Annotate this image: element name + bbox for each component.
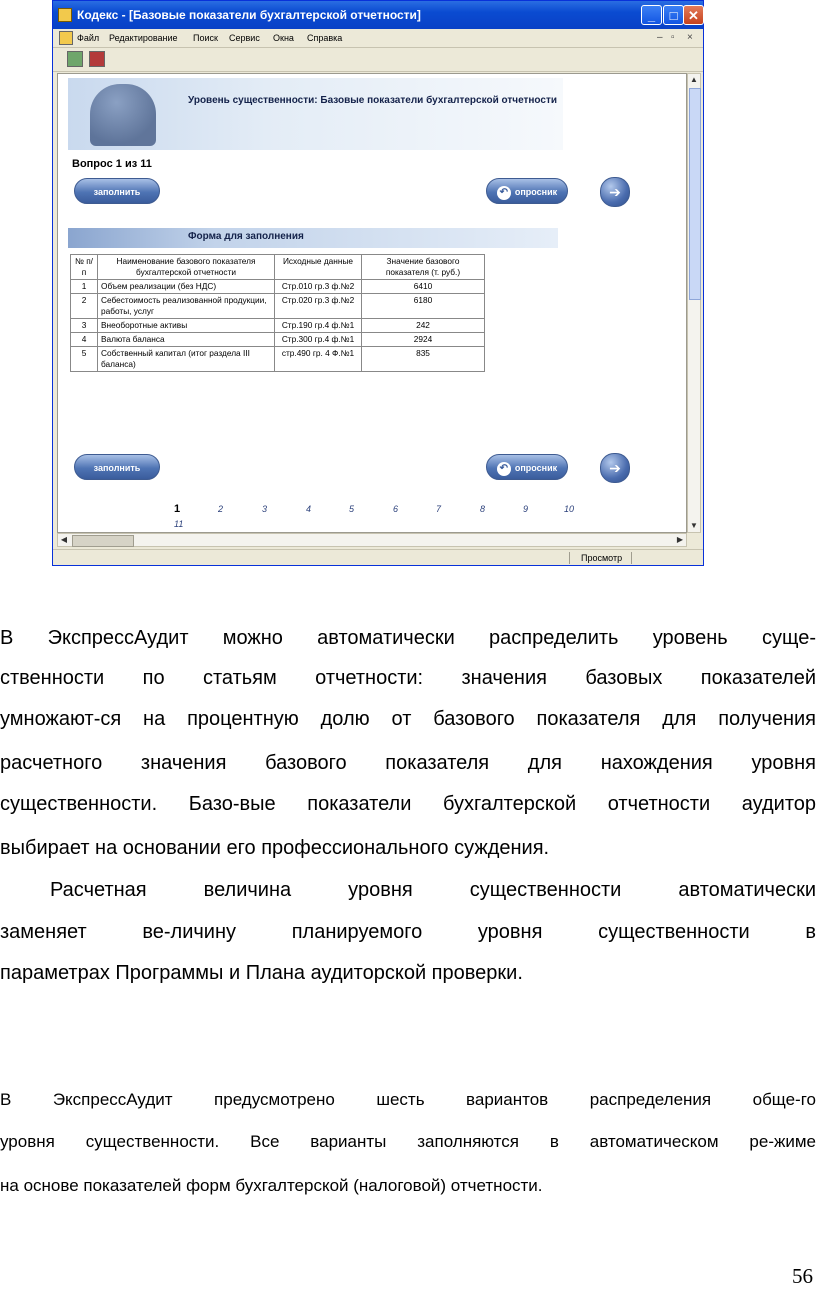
page-link-7[interactable]: 7 xyxy=(436,504,442,514)
indicators-table xyxy=(70,254,485,372)
page-link-8[interactable]: 8 xyxy=(480,504,486,514)
question-counter: Вопрос 1 из 11 xyxy=(72,158,152,170)
row-name: Валюта баланса xyxy=(98,333,275,347)
banner-figure-icon xyxy=(90,84,156,146)
doc-minimize-icon[interactable]: – xyxy=(657,32,663,43)
scroll-left-icon[interactable]: ◀ xyxy=(60,535,68,544)
form-title: Форма для заполнения xyxy=(188,231,304,242)
scroll-up-icon[interactable]: ▲ xyxy=(690,75,698,84)
page-link-11[interactable]: 11 xyxy=(174,519,184,529)
row-value: 242 xyxy=(362,319,485,333)
vertical-scroll-thumb[interactable] xyxy=(689,88,701,300)
window-title: Кодекс - [Базовые показатели бухгалтерской отчетности] xyxy=(77,8,421,22)
fill-button-top[interactable]: заполнить xyxy=(74,178,160,204)
status-separator xyxy=(631,552,632,564)
menu-windows[interactable]: Окна xyxy=(273,33,294,43)
doc-restore-icon[interactable]: ▫ xyxy=(671,32,675,43)
row-value: 6180 xyxy=(362,294,485,319)
document-icon xyxy=(59,31,73,45)
bookmark-icon[interactable] xyxy=(89,51,105,67)
page-link-1[interactable]: 1 xyxy=(174,503,181,515)
app-window xyxy=(52,0,704,566)
row-value: 2924 xyxy=(362,333,485,347)
status-separator xyxy=(569,552,570,564)
fill-button-bottom[interactable]: заполнить xyxy=(74,454,160,480)
navigate-icon[interactable] xyxy=(67,51,83,67)
table-row xyxy=(71,333,485,347)
paragraph-line: умножают-ся на процентную долю от базового показателя для получения xyxy=(0,708,816,730)
page-link-9[interactable]: 9 xyxy=(523,504,529,514)
page-link-6[interactable]: 6 xyxy=(393,504,399,514)
row-source: Стр.190 гр.4 ф.№1 xyxy=(275,319,362,333)
row-value: 835 xyxy=(362,347,485,372)
menu-edit[interactable]: Редактирование xyxy=(109,33,178,43)
banner-title: Уровень существенности: Базовые показатели бухгалтерской отчетности xyxy=(188,95,558,106)
row-value: 6410 xyxy=(362,280,485,294)
row-num: 2 xyxy=(71,294,98,319)
row-num: 3 xyxy=(71,319,98,333)
paragraph-line: В ЭкспрессАудит предусмотрено шесть вариантов распределения обще-го xyxy=(0,1090,816,1109)
menu-service[interactable]: Сервис xyxy=(229,33,260,43)
toolbar xyxy=(53,47,703,72)
minimize-button[interactable]: _ xyxy=(641,5,662,25)
paragraph-line: В ЭкспрессАудит можно автоматически распределить уровень суще- xyxy=(0,627,816,649)
questionnaire-button-top[interactable] xyxy=(486,178,568,204)
paragraph-line: уровня существенности. Все варианты заполняются в автоматическом ре-жиме xyxy=(0,1132,816,1151)
back-arrow-icon: ↶ xyxy=(497,462,511,476)
row-name: Себестоимость реализованной продукции, работы, услуг xyxy=(98,294,275,319)
paragraph-line: ственности по статьям отчетности: значения базовых показателей xyxy=(0,667,816,689)
table-row xyxy=(71,280,485,294)
table-row xyxy=(71,347,485,372)
next-arrow-button-bottom[interactable]: ➔ xyxy=(600,453,630,483)
paragraph-line: Расчетная величина уровня существенности автоматически xyxy=(50,879,816,901)
table-row xyxy=(71,319,485,333)
maximize-button[interactable]: □ xyxy=(663,5,684,25)
back-arrow-icon: ↶ xyxy=(497,186,511,200)
page-link-4[interactable]: 4 xyxy=(306,504,312,514)
scroll-right-icon[interactable]: ▶ xyxy=(676,535,684,544)
col-value-header: Значение базового показателя (т. руб.) xyxy=(362,255,485,280)
paragraph-line: расчетного значения базового показателя для нахождения уровня xyxy=(0,752,816,774)
paragraph-line: параметрах Программы и Плана аудиторской проверки. xyxy=(0,962,523,984)
menu-bar xyxy=(53,29,703,48)
row-source: Стр.010 гр.3 ф.№2 xyxy=(275,280,362,294)
page-banner xyxy=(68,78,563,150)
page-link-5[interactable]: 5 xyxy=(349,504,355,514)
horizontal-scroll-thumb[interactable] xyxy=(72,535,134,547)
page-link-2[interactable]: 2 xyxy=(218,504,224,514)
col-num-header: № п/п xyxy=(71,255,98,280)
col-name-header: Наименование базового показателя бухгалтерской отчетности xyxy=(98,255,275,280)
row-num: 5 xyxy=(71,347,98,372)
row-num: 4 xyxy=(71,333,98,347)
table-header-row xyxy=(71,255,485,280)
menu-help[interactable]: Справка xyxy=(307,33,343,43)
scroll-down-icon[interactable]: ▼ xyxy=(690,521,698,530)
close-button[interactable]: ✕ xyxy=(683,5,704,25)
row-source: стр.490 гр. 4 Ф.№1 xyxy=(275,347,362,372)
row-name: Объем реализации (без НДС) xyxy=(98,280,275,294)
questionnaire-button-bottom[interactable] xyxy=(486,454,568,480)
row-source: Стр.020 гр.3 ф.№2 xyxy=(275,294,362,319)
paragraph-line: на основе показателей форм бухгалтерской (налоговой) отчетности. xyxy=(0,1176,543,1195)
col-source-header: Исходные данные xyxy=(275,255,362,280)
horizontal-scrollbar[interactable] xyxy=(57,533,687,547)
row-num: 1 xyxy=(71,280,98,294)
paragraph-line: заменяет ве-личину планируемого уровня существенности в xyxy=(0,921,816,943)
menu-search[interactable]: Поиск xyxy=(193,33,218,43)
row-name: Внеоборотные активы xyxy=(98,319,275,333)
row-name: Собственный капитал (итог раздела III баланса) xyxy=(98,347,275,372)
page-number: 56 xyxy=(792,1264,813,1288)
doc-close-icon[interactable]: × xyxy=(687,32,693,43)
row-source: Стр.300 гр.4 ф.№1 xyxy=(275,333,362,347)
paragraph-line: выбирает на основании его профессионального суждения. xyxy=(0,837,550,859)
content-area xyxy=(57,73,687,533)
vertical-scrollbar[interactable] xyxy=(687,73,701,533)
form-header xyxy=(68,228,558,248)
questionnaire-label: опросник xyxy=(514,463,558,473)
status-mode: Просмотр xyxy=(581,553,623,563)
menu-file[interactable]: Файл xyxy=(77,33,100,43)
paragraph-line: существенности. Базо-вые показатели бухгалтерской отчетности аудитор xyxy=(0,793,816,815)
table-row xyxy=(71,294,485,319)
page-link-10[interactable]: 10 xyxy=(564,504,575,514)
next-arrow-button-top[interactable]: ➔ xyxy=(600,177,630,207)
title-bar xyxy=(53,1,703,29)
status-bar xyxy=(53,549,703,566)
page-link-3[interactable]: 3 xyxy=(262,504,268,514)
questionnaire-label: опросник xyxy=(514,187,558,197)
app-icon xyxy=(58,8,72,22)
